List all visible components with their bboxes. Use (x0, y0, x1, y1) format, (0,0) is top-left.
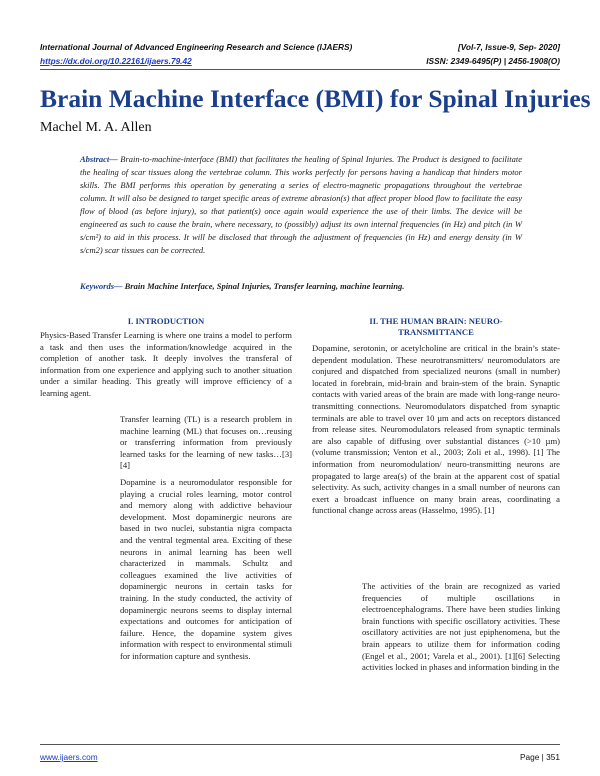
section-heading-brain: II. THE HUMAN BRAIN: NEURO-TRANSMITTANCE (369, 316, 503, 337)
brain-paragraph-1: Dopamine, serotonin, or acetylcholine are critical in the brain’s state-dependent modulation. These neurotransmitters/ neuromodulators are conjured and dispatched from specialized neurons (small in number) located in forebrain, mid-brain and brain-stem of the brain. Synaptic contacts with varied areas of the brain are made with long-range neuro-transmitting connections. Neuromodulators dispatched from synaptic terminals are able to travel over 10 µm and acts on receptors distanced from release sites. Neuromodulators released from synaptic terminals are also capable of diffusing over substantial distances (>10 µm) (volume transmission; Venton et al., 2003; Zoli et al., 1998). [1] The information from neuromodulation/ neuro-transmitting neurons are propagated to large area(s) of the brain at the apparent cost of spatial selectivity. As such, activity changes in a small number of neurons can exert a broadcast influence on many brain areas, coordinating a functional change across areas (Hasselmo, 1995). [1] (312, 343, 560, 516)
section-heading-introduction: I. INTRODUCTION (127, 316, 205, 326)
intro-paragraph-1: Physics-Based Transfer Learning is where one trains a model to perform a task and then uses the information/knowledge acquired in the completion of another task. It deeply involves the transferal of information from one experience and applying such to another situation under a similar heading. This greatly will improve efficiency of a learning agent. (40, 330, 292, 398)
keywords-label: Keywords— (80, 281, 123, 291)
paper-title: Brain Machine Interface (BMI) for Spinal Injuries (40, 84, 591, 113)
journal-name: International Journal of Advanced Engineering Research and Science (IJAERS) (40, 42, 353, 52)
abstract (80, 153, 522, 257)
header-rule (40, 69, 560, 70)
footer-rule (40, 744, 560, 745)
doi-header (40, 56, 560, 66)
issn-info: ISSN: 2349-6495(P) | 2456-1908(O) (426, 56, 560, 66)
column-right (312, 316, 560, 522)
column-right-inset (362, 581, 560, 679)
journal-header (40, 42, 560, 52)
author-name: Machel M. A. Allen (40, 120, 152, 135)
column-left-inset (120, 414, 292, 667)
doi-link[interactable]: https://dx.doi.org/10.22161/ijaers.79.42 (40, 56, 192, 66)
brain-paragraph-2: The activities of the brain are recognized as varied frequencies of multiple oscillations in electroencephalograms. There have been studies linking brain functions with specific oscillatory activities. These oscillatory activities are not just epiphenomena, but the brain appears to utilize them for information coding (Engel et al., 2001; Varela et al., 2001). [1][6] Selecting activities locked in phases and information binding in the (362, 581, 560, 673)
column-left (40, 316, 292, 405)
intro-paragraph-3: Dopamine is a neuromodulator responsible for playing a crucial roles learning, motor control and memory along with addictive behaviour development. Most dopaminergic neurons are based in two nuclei, substantia nigra compacta and the ventral tegmental area. Exciting of these neurons in animal learning has been well characterized in mammals. Schultz and colleagues examined the live activities of dopaminergic neurons in certain tasks for training. In the study conducted, the activity of dopaminergic neurons seems to display internal expectations and outcomes for anticipation of failure. Hence, the dopamine system gives information with respect to environmental stimuli for information capture and synthesis. (120, 476, 292, 661)
keywords-text: Brain Machine Interface, Spinal Injuries, Transfer learning, machine learning. (122, 281, 405, 291)
site-link[interactable]: www.ijaers.com (40, 752, 98, 762)
abstract-text: Brain-to-machine-interface (BMI) that facilitates the healing of Spinal Injuries. The Product is designed to facilitate the healing of scar tissues along the vertebrae column. This works perfectly for persons having a handicap that hinders motor skills. The BMI performs this operation by generating a series of electro-magnetic propagations throughout the vertebrae column. It will also be designed to target specific areas of extreme abrasion(s) that affect proper blood flow to facilitate the easy flow of blood (as before injury), so that patient(s) once again would experience the use of their limbs. The device will be engineered as such to cause the brain, where necessary, to (possibly) adjust its own internal frequencies (in Hz) and pitch (in W s/cm²) to aid in this process. It will be disclosed that through the adjustment of frequencies (in Hz) and energy density (in W s/cm2) scar tissues can be corrected. (80, 154, 522, 255)
intro-paragraph-2: Transfer learning (TL) is a research problem in machine learning (ML) that focuses on…reusing or transferring information from previously learned tasks for the learning of new tasks…[3][4] (120, 414, 292, 471)
keywords (80, 281, 522, 291)
page-number: Page | 351 (520, 752, 560, 762)
abstract-label: Abstract— (80, 154, 118, 164)
volume-info: [Vol-7, Issue-9, Sep- 2020] (457, 42, 560, 52)
